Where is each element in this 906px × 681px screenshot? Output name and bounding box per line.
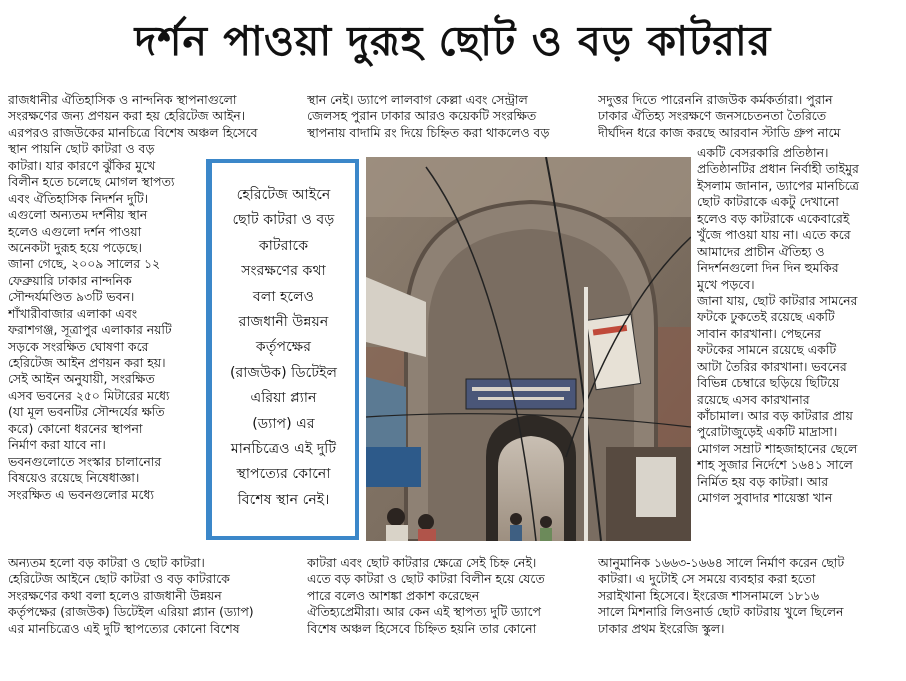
article-column-3-middle	[697, 145, 897, 507]
text-line: ইসলাম জানান, ড্যাপের মানচিত্রে	[697, 177, 859, 193]
text-line: ফটকে ঢুকতেই রয়েছে একটি	[697, 309, 835, 325]
text-line: এরপরও রাজউকের মানচিত্রে বিশেষ অঞ্চল হিসেবে	[8, 124, 258, 140]
headline: দর্শন পাওয়া দুরূহ ছোট ও বড় কাটরার	[134, 17, 772, 65]
text-line: বিলীন হতে চলেছে মোগল স্থাপত্য	[8, 174, 175, 190]
text-line: সংরক্ষণের কথা বলা হলেও রাজধানী উন্নয়ন	[8, 587, 222, 603]
text-line: সেই আইন অনুযায়ী, সংরক্ষিত	[8, 371, 155, 387]
text-line: দীর্ঘদিন ধরে কাজ করছে আরবান স্টাডি গ্রুপ নামে	[598, 124, 841, 140]
text-line: ফরাশগঞ্জ, সূত্রাপুর এলাকার নয়টি	[8, 322, 172, 338]
text-line: সংরক্ষণের জন্য প্রণয়ন করা হয় হেরিটেজ আইন।	[8, 108, 246, 124]
text-line: সালে মিশনারি লিওনার্ড ছোট কাটরায় খুলে ছিলেন	[598, 604, 844, 620]
text-line: হেরিটেজ আইনে	[236, 187, 331, 203]
text-line: সরাইখানা হিসেবে। ইংরেজ শাসনামলে ১৮১৬	[598, 587, 820, 603]
text-line: জানা যায়, ছোট কাটরার সামনের	[697, 292, 858, 308]
text-line: হলেও এগুলো দর্শন পাওয়া	[8, 223, 142, 239]
article-column-1-bottom	[8, 555, 308, 637]
text-line: মুখে পড়বে।	[697, 276, 755, 292]
text-line: আমাদের প্রাচীন ঐতিহ্য ও	[697, 243, 825, 259]
text-line: এরিয়া প্ল্যান	[250, 390, 317, 407]
text-line: প্রতিষ্ঠানটির প্রধান নির্বাহী তাইমুর	[697, 161, 859, 177]
text-line: স্থান নেই। ড্যাপে লালবাগ কেল্লা এবং সেন্ট্রাল	[307, 92, 528, 107]
text-line: এবং ঐতিহাসিক নিদর্শন দুটি।	[8, 190, 149, 206]
text-line: ফটকের সামনে রয়েছে একটি	[697, 342, 837, 358]
text-line: সড়কে সংরক্ষিত ঘোষণা করে	[8, 338, 149, 354]
text-line: কাটরা। এ দুটোই সে সময়ে ব্যবহার করা হতো	[598, 571, 816, 587]
text-line: জানা গেছে, ২০০৯ সালের ১২	[8, 256, 161, 272]
text-line: ঐতিহ্যপ্রেমীরা। আর কেন এই স্থাপত্য দুটি ড্যাপে	[307, 604, 541, 620]
text-line: বলা হলেও	[252, 288, 315, 305]
text-line: নির্মিত হয় বড় কাটরা। আর	[697, 473, 829, 489]
text-line: হেরিটেজ আইন প্রণয়ন করা হয়।	[8, 355, 166, 370]
text-line: কর্তৃপক্ষের	[255, 339, 312, 356]
text-line: মোগল সম্রাট শাহজাহানের ছেলে	[697, 440, 858, 456]
article-column-3-bottom	[598, 555, 898, 637]
text-line: (যা মূল ভবনটির সৌন্দর্যের ক্ষতি	[8, 404, 165, 420]
text-line: ঢাকার প্রথম ইংরেজি স্কুল।	[598, 620, 725, 636]
text-line: পারে বলেও আশঙ্কা প্রকাশ করেছেন	[307, 587, 480, 603]
text-line: আনুমানিক ১৬৬৩-১৬৬৪ সালে নির্মাণ করেন ছোট	[598, 555, 845, 570]
text-line: (রাজউক) ডিটেইল	[229, 364, 338, 381]
text-line: বিষয়েও রয়েছে নিষেধাজ্ঞা।	[8, 470, 140, 486]
text-line: অনেকটা দুরূহ হয়ে পড়েছে।	[8, 239, 142, 255]
katra-gate-photo	[366, 157, 691, 541]
text-line: সংরক্ষণের কথা	[241, 263, 326, 280]
text-line: ফেব্রুয়ারি ঢাকার নান্দনিক	[8, 272, 132, 288]
text-line: রাজধানী উন্নয়ন	[238, 313, 329, 330]
text-line: স্থাপত্যের কোনো	[236, 466, 331, 483]
text-line: রয়েছে এসব কারখানার	[697, 391, 810, 407]
text-line: নির্মাণ করা যাবে না।	[8, 437, 106, 453]
text-line: কাঁচামাল। আর বড় কাটরার প্রায়	[697, 408, 853, 423]
text-line: কাটরাকে	[258, 237, 309, 254]
text-line: অন্যতম হলো বড় কাটরা ও ছোট কাটরা।	[8, 555, 205, 570]
text-line: শাহ সুজার নির্দেশে ১৬৪১ সালে	[697, 457, 853, 473]
text-line: ছোট কাটরাকে একটু দেখানো	[697, 194, 839, 210]
text-line: খুঁজে পাওয়া যায় না। এতে করে	[697, 227, 851, 243]
text-line: বিশেষ স্থান নেই।	[237, 491, 330, 508]
text-line: বিভিন্ন চেম্বারে ছড়িয়ে ছিটিয়ে	[697, 375, 840, 391]
text-line: এর মানচিত্রেও এই দুটি স্থাপত্যের কোনো বিশেষ	[8, 620, 240, 636]
text-line: এসব ভবনের ২৫০ মিটারের মধ্যে	[8, 387, 170, 403]
text-line: ঢাকার ঐতিহ্য সংরক্ষণে জনসচেতনতা তৈরিতে	[598, 108, 827, 124]
text-line: সাবান কারখানা। পেছনের	[697, 325, 821, 341]
text-line: হলেও বড় কাটরাকে একেবারেই	[697, 210, 850, 226]
text-line: সদুত্তর দিতে পারেননি রাজউক কর্মকর্তারা। পুরান	[598, 92, 833, 107]
text-line: এতে বড় কাটরা ও ছোট কাটরা বিলীন হয়ে যেতে	[307, 571, 545, 587]
text-line: কাটরা। যার কারণে ঝুঁকির মুখে	[8, 157, 156, 173]
article-column-3-top	[598, 92, 898, 141]
text-line: একটি বেসরকারি প্রতিষ্ঠান।	[697, 145, 829, 160]
text-line: মানচিত্রেও এই দুটি	[230, 440, 337, 457]
article-column-2-bottom	[307, 555, 589, 637]
text-line: স্থান পায়নি ছোট কাটরা ও বড়	[8, 141, 155, 157]
text-line: নিদর্শনগুলো দিন দিন হুমকির	[697, 260, 839, 276]
text-line: রাজধানীর ঐতিহাসিক ও নান্দনিক স্থাপনাগুলো	[8, 92, 237, 107]
article-column-2-top	[307, 92, 587, 141]
text-line: (ড্যাপ) এর	[252, 415, 315, 432]
pull-quote-text	[218, 183, 349, 513]
text-line: ভবনগুলোতে সংস্কার চালানোর	[8, 453, 162, 469]
katra-gate-illustration	[366, 157, 691, 541]
text-line: সংরক্ষিত এ ভবনগুলোর মধ্যে	[8, 486, 154, 502]
text-line: পুরোটাজুড়েই একটি মাদ্রাসা।	[697, 424, 838, 440]
text-line: শাঁখারীবাজার এলাকা এবং	[8, 305, 138, 321]
text-line: এগুলো অন্যতম দর্শনীয় স্থান	[8, 207, 148, 223]
text-line: কাটরা এবং ছোট কাটরার ক্ষেত্রে সেই চিহ্ন নেই।	[307, 555, 537, 570]
text-line: কর্তৃপক্ষের (রাজউক) ডিটেইল এরিয়া প্ল্যান (ড্যাপ)	[8, 604, 254, 620]
text-line: আটা তৈরির কারখানা। ভবনের	[697, 358, 847, 374]
text-line: বিশেষ অঞ্চল হিসেবে চিহ্নিত হয়নি তার কোনো	[307, 620, 537, 636]
text-line: জেলসহ পুরান ঢাকার আরও কয়েকটি সংরক্ষিত	[307, 108, 537, 124]
text-line: করে) কোনো ধরনের স্থাপনা	[8, 420, 143, 436]
pull-quote-box	[206, 159, 359, 540]
text-line: সৌন্দর্যমণ্ডিত ৯৩টি ভবন।	[8, 289, 135, 305]
text-line: স্থাপনায় বাদামি রং দিয়ে চিহ্নিত করা থাকলেও বড়	[307, 124, 550, 140]
text-line: মোগল সুবাদার শায়েস্তা খান	[697, 490, 833, 506]
text-line: হেরিটেজ আইনে ছোট কাটরা ও বড় কাটরাকে	[8, 571, 230, 587]
text-line: ছোট কাটরা ও বড়	[232, 212, 335, 229]
